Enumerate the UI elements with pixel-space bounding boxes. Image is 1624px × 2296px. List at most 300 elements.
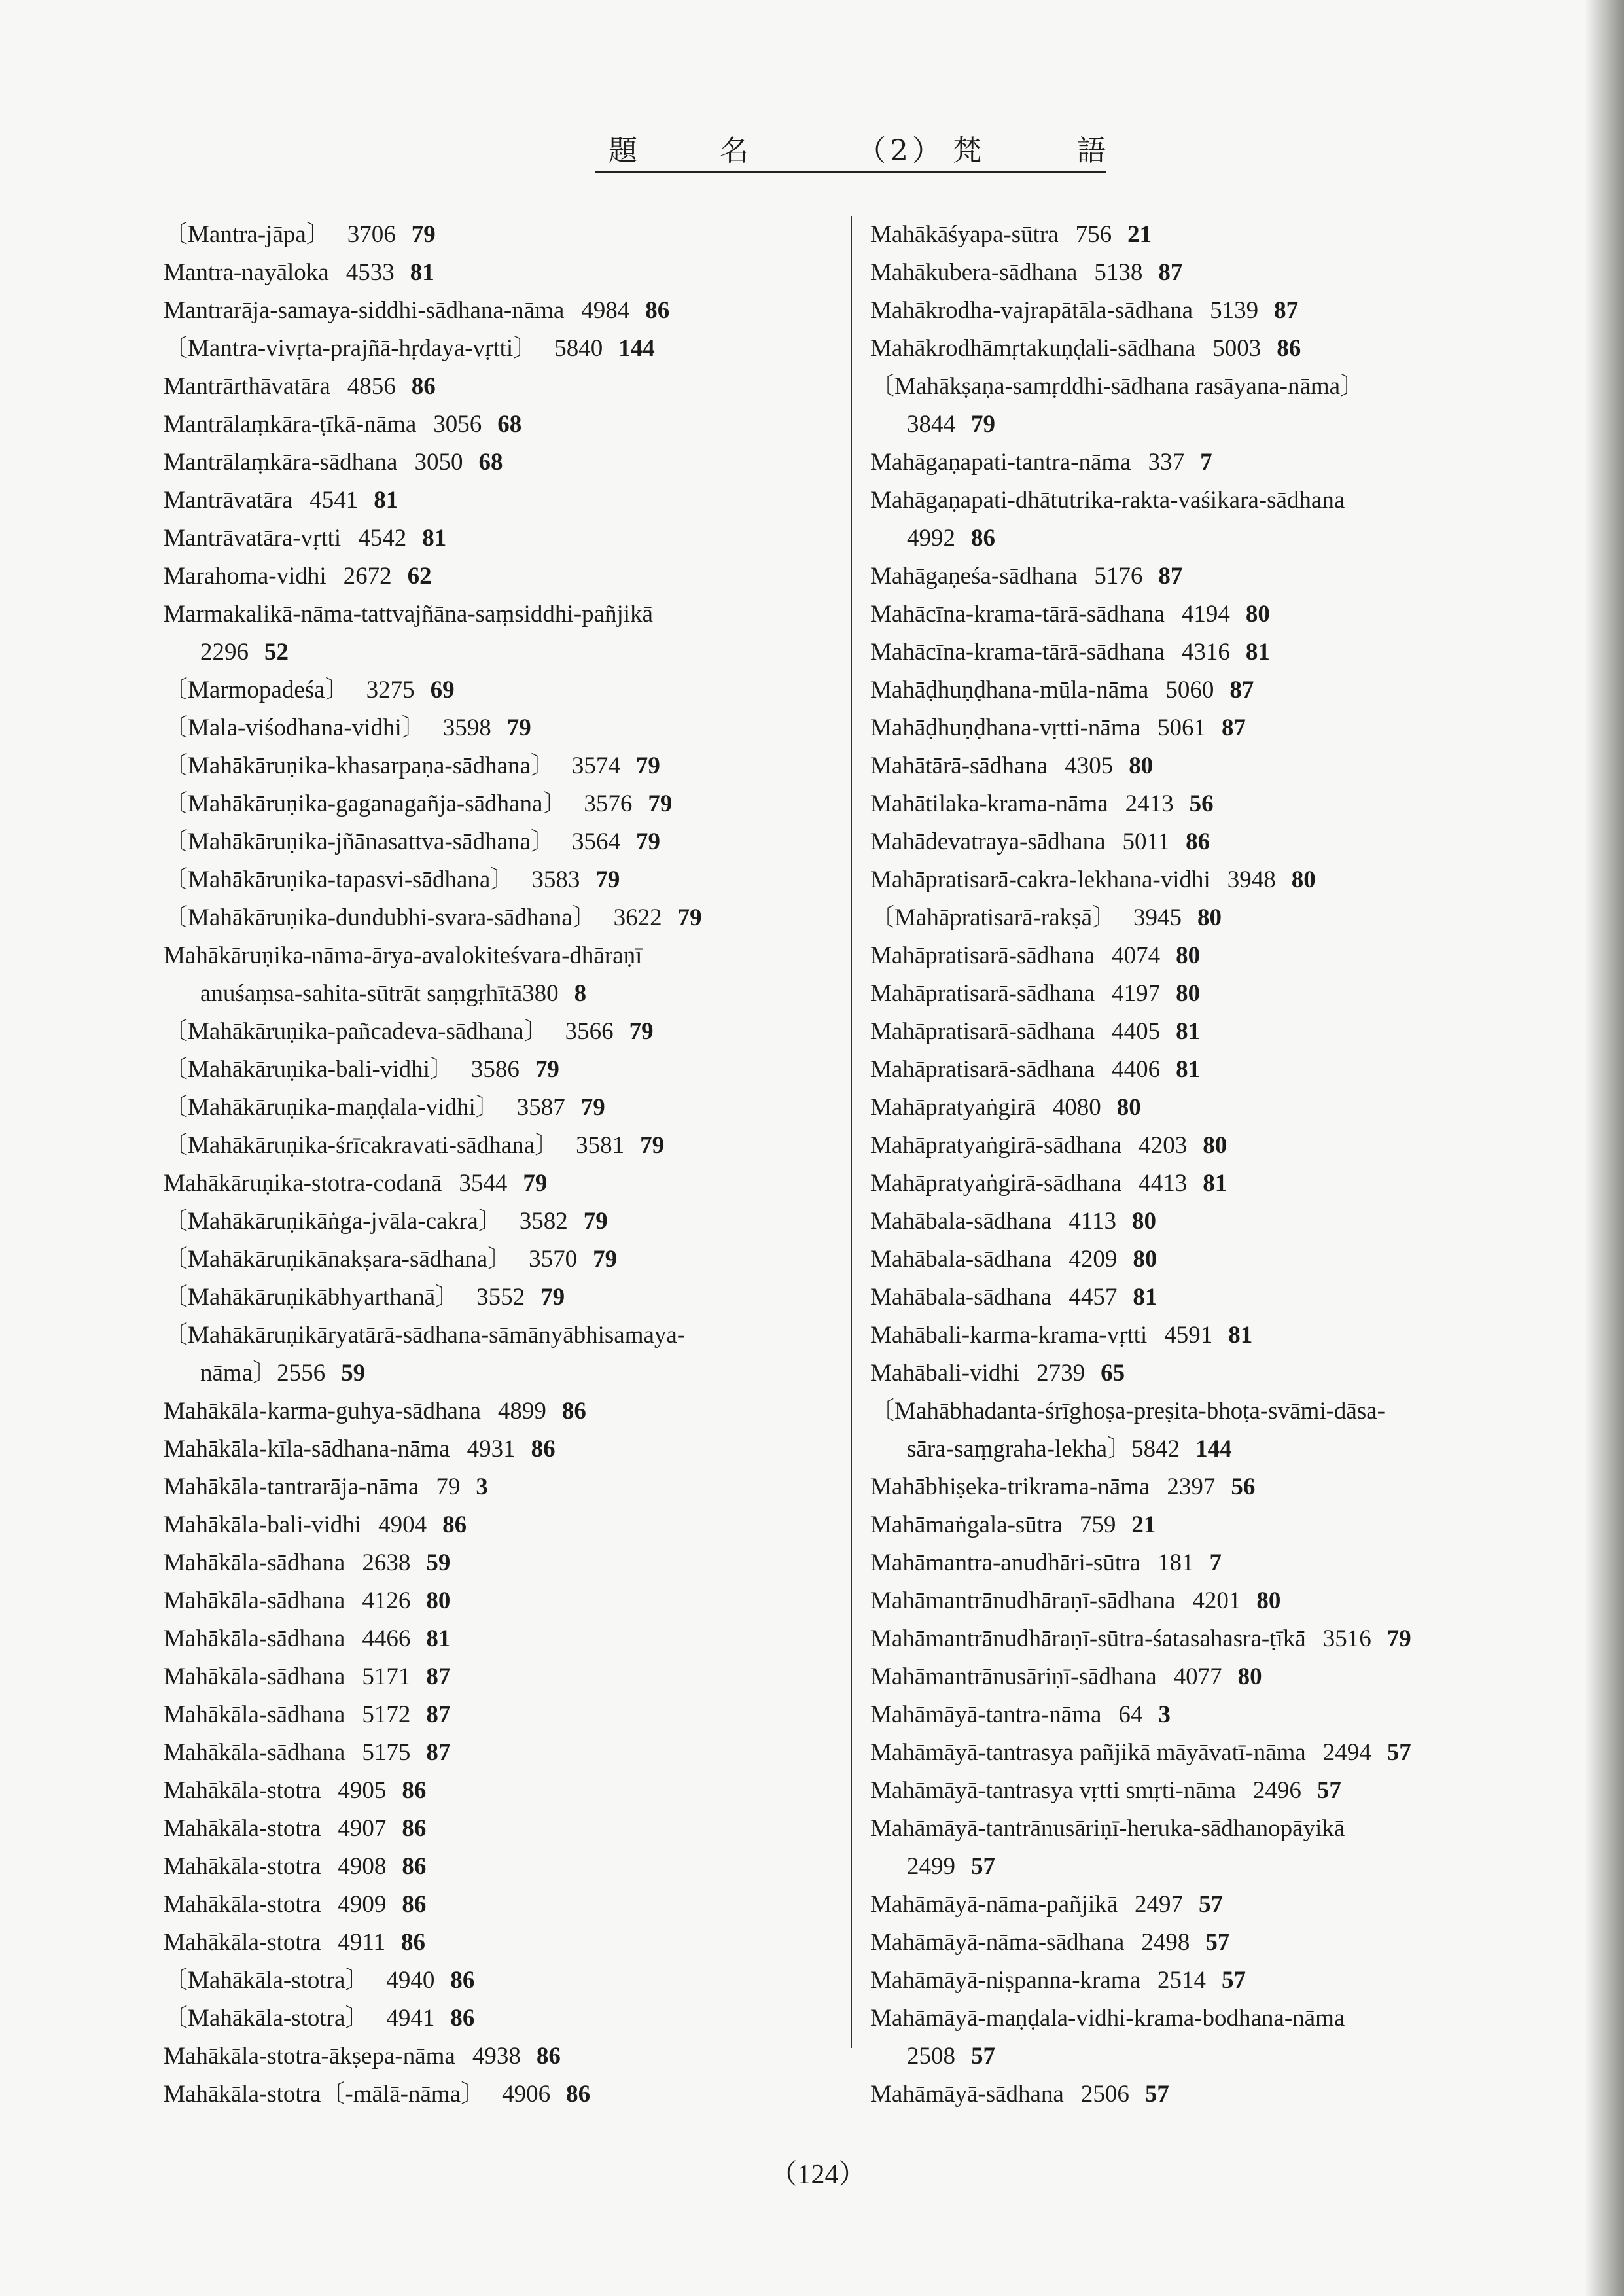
scan-edge-shadow	[1585, 0, 1624, 2296]
entry-catalogue-number: 2556	[277, 1360, 326, 1386]
index-entry	[164, 482, 838, 520]
entry-title: Marahoma-vidhi	[164, 563, 327, 590]
entry-title: 〔Mantra-vivṛta-prajñā-hṛdaya-vṛtti〕	[164, 335, 538, 362]
index-entry	[870, 1089, 1544, 1127]
entry-title: Mahāmaṅgala-sūtra	[870, 1511, 1063, 1538]
index-entry	[164, 1279, 838, 1316]
entry-title: Mahātārā-sādhana	[870, 752, 1048, 779]
entry-catalogue-number: 2508	[907, 2043, 955, 2070]
entry-title: Mahāmāyā-maṇḍala-vidhi-krama-bodhana-nāma	[870, 2005, 1345, 2032]
index-entry	[164, 1620, 838, 1658]
index-entry	[164, 330, 838, 368]
entry-title: Mahākāla-bali-vidhi	[164, 1511, 362, 1538]
entry-catalogue-number: 3056	[433, 411, 482, 438]
entry-catalogue-number: 3598	[442, 715, 491, 741]
entry-volume-number: 62	[407, 563, 432, 590]
entry-title: Mahābhiṣeka-trikrama-nāma	[870, 1474, 1150, 1500]
entry-title: Mahākāla-stotra-ākṣepa-nāma	[164, 2043, 455, 2070]
entry-catalogue-number: 4591	[1164, 1322, 1213, 1349]
entry-title: Mahākāla-stotra	[164, 1815, 321, 1842]
entry-title: 〔Mahākāruṇikāṅga-jvāla-cakra〕	[164, 1208, 503, 1235]
entry-title: Mahābala-sādhana	[870, 1246, 1052, 1273]
entry-catalogue-number: 4908	[338, 1853, 387, 1880]
entry-volume-number: 79	[648, 790, 673, 817]
entry-catalogue-number: 3516	[1322, 1625, 1371, 1652]
entry-title: 〔Mahākāruṇikābhyarthanā〕	[164, 1284, 460, 1311]
entry-catalogue-number: 2296	[200, 639, 249, 665]
entry-title: Mahākrodhāmṛtakuṇḍali-sādhana	[870, 335, 1196, 362]
entry-title: Mahākāla-sādhana	[164, 1625, 345, 1652]
index-entry	[164, 861, 838, 899]
entry-catalogue-number: 5011	[1122, 828, 1171, 855]
entry-volume-number: 79	[535, 1056, 559, 1083]
entry-catalogue-number: 337	[1148, 449, 1185, 476]
entry-title: Mahāmāyā-tantrānusāriṇī-heruka-sādhanopāyikā	[870, 1815, 1345, 1842]
index-entry-continuation	[164, 633, 838, 671]
entry-volume-number: 81	[422, 525, 447, 552]
entry-volume-number: 81	[374, 487, 398, 514]
entry-title: Mahāmāyā-tantra-nāma	[870, 1701, 1102, 1728]
index-entry	[870, 1468, 1544, 1506]
entry-volume-number: 79	[583, 1208, 608, 1235]
index-entry	[164, 1696, 838, 1734]
entry-volume-number: 79	[580, 1094, 605, 1121]
index-entry	[870, 1544, 1544, 1582]
index-entry	[870, 292, 1544, 330]
entry-volume-number: 80	[1116, 1094, 1141, 1121]
index-entry	[870, 254, 1544, 292]
entry-title: Mahākāla-stotra	[164, 1853, 321, 1880]
entry-volume-number: 80	[1291, 866, 1316, 893]
entry-catalogue-number: 4077	[1173, 1663, 1222, 1690]
entry-volume-number: 86	[402, 1777, 427, 1804]
entry-volume-number: 59	[426, 1549, 451, 1576]
index-entry	[164, 595, 838, 633]
entry-title: Mahākāla-stotra	[164, 1777, 321, 1804]
index-entry	[164, 823, 838, 861]
entry-title: Mahāmāyā-sādhana	[870, 2081, 1064, 2108]
index-entry	[870, 444, 1544, 482]
entry-volume-number: 79	[523, 1170, 548, 1197]
entry-catalogue-number: 4316	[1181, 639, 1230, 665]
index-entry	[164, 1468, 838, 1506]
entry-catalogue-number: 4113	[1068, 1208, 1116, 1235]
entry-title: Mahākāla-stotra	[164, 1929, 321, 1956]
entry-volume-number: 57	[1221, 1967, 1246, 1994]
index-entry	[164, 254, 838, 292]
index-entry	[870, 330, 1544, 368]
entry-catalogue-number: 2498	[1141, 1929, 1190, 1956]
entry-volume-number: 144	[618, 335, 655, 362]
entry-volume-number: 79	[540, 1284, 565, 1311]
index-entry	[870, 1354, 1544, 1392]
entry-catalogue-number: 4413	[1139, 1170, 1188, 1197]
entry-title: Mahāgaṇeśa-sādhana	[870, 563, 1078, 590]
entry-volume-number: 21	[1131, 1511, 1156, 1538]
entry-volume-number: 79	[411, 221, 436, 248]
index-entry	[870, 482, 1544, 520]
entry-title: Mahāpratisarā-sādhana	[870, 1018, 1095, 1045]
entry-volume-number: 81	[410, 259, 434, 286]
entry-catalogue-number: 4201	[1192, 1587, 1241, 1614]
index-entry-continuation	[164, 1354, 838, 1392]
entry-volume-number: 8	[574, 980, 587, 1007]
entry-title: Mahāgaṇapati-tantra-nāma	[870, 449, 1131, 476]
index-entry	[870, 1127, 1544, 1165]
entry-catalogue-number: 2638	[362, 1549, 411, 1576]
entry-volume-number: 80	[1176, 942, 1201, 969]
index-entry	[870, 1392, 1544, 1430]
entry-volume-number: 57	[1144, 2081, 1169, 2108]
entry-volume-number: 52	[264, 639, 289, 665]
index-entry	[164, 671, 838, 709]
entry-title: sāra-saṃgraha-lekha〕	[907, 1436, 1132, 1462]
entry-volume-number: 80	[1237, 1663, 1262, 1690]
entry-title: Mantrārthāvatāra	[164, 373, 330, 400]
index-entry	[870, 1051, 1544, 1089]
entry-catalogue-number: 2739	[1036, 1360, 1086, 1386]
entry-title: 〔Mahākāla-stotra〕	[164, 2005, 370, 2032]
entry-catalogue-number: 4305	[1065, 752, 1114, 779]
index-entry	[164, 709, 838, 747]
index-entry	[870, 937, 1544, 975]
entry-title: 〔Mahākāruṇika-maṇḍala-vidhi〕	[164, 1094, 500, 1121]
entry-catalogue-number: 4911	[338, 1929, 386, 1956]
entry-volume-number: 79	[635, 828, 660, 855]
entry-catalogue-number: 4209	[1068, 1246, 1118, 1273]
index-entry-continuation	[870, 1430, 1544, 1468]
entry-title: Mahākubera-sādhana	[870, 259, 1078, 286]
entry-title: Mahāmantrānudhāraṇī-sādhana	[870, 1587, 1176, 1614]
entry-volume-number: 80	[1256, 1587, 1281, 1614]
index-entry	[870, 1013, 1544, 1051]
entry-volume-number: 57	[971, 1853, 995, 1880]
entry-title: Mantrāvatāra	[164, 487, 293, 514]
entry-title: Mahāpratyaṅgirā-sādhana	[870, 1132, 1122, 1159]
entry-volume-number: 87	[426, 1663, 451, 1690]
entry-title: Mahāpratyaṅgirā	[870, 1094, 1036, 1121]
index-entry	[164, 1886, 838, 1924]
index-entry	[870, 633, 1544, 671]
entry-catalogue-number: 5175	[362, 1739, 411, 1766]
entry-catalogue-number: 3576	[584, 790, 633, 817]
index-entry	[870, 975, 1544, 1013]
index-entry	[164, 1734, 838, 1772]
entry-title: Mahāpratyaṅgirā-sādhana	[870, 1170, 1122, 1197]
index-entry	[870, 2075, 1544, 2113]
entry-volume-number: 80	[1176, 980, 1201, 1007]
index-entry-continuation	[164, 975, 838, 1013]
entry-volume-number: 81	[1133, 1284, 1157, 1311]
index-entry	[164, 406, 838, 444]
page-header	[595, 128, 1110, 168]
entry-volume-number: 65	[1101, 1360, 1125, 1386]
index-entry	[870, 1620, 1544, 1658]
entry-volume-number: 81	[1228, 1322, 1253, 1349]
entry-volume-number: 81	[1176, 1056, 1201, 1083]
entry-catalogue-number: 4194	[1181, 601, 1230, 627]
index-entry	[870, 1506, 1544, 1544]
entry-volume-number: 86	[402, 1853, 427, 1880]
entry-title: anuśaṃsa-sahita-sūtrāt saṃgṛhītā	[200, 980, 523, 1007]
index-entry	[164, 368, 838, 406]
entry-title: Mahāmantrānudhāraṇī-sūtra-śatasahasra-ṭīkā	[870, 1625, 1306, 1652]
index-entry-continuation	[870, 2038, 1544, 2075]
entry-catalogue-number: 2496	[1252, 1777, 1301, 1804]
entry-catalogue-number: 4466	[362, 1625, 411, 1652]
index-entry	[164, 1658, 838, 1696]
entry-title: Mantrāvatāra-vṛtti	[164, 525, 342, 552]
index-entry	[870, 1582, 1544, 1620]
left-index-column	[164, 216, 838, 2113]
entry-volume-number: 86	[402, 1891, 427, 1918]
entry-volume-number: 80	[1197, 904, 1222, 931]
entry-title: Mahātilaka-krama-nāma	[870, 790, 1108, 817]
entry-volume-number: 87	[426, 1739, 451, 1766]
entry-title: Mahākāla-stotra〔-mālā-nāma〕	[164, 2081, 485, 2108]
entry-volume-number: 87	[1229, 677, 1254, 703]
index-entry	[164, 444, 838, 482]
entry-volume-number: 57	[1199, 1891, 1224, 1918]
entry-volume-number: 86	[566, 2081, 591, 2108]
entry-volume-number: 86	[531, 1436, 556, 1462]
entry-volume-number: 79	[506, 715, 531, 741]
entry-title: 〔Mahākāruṇika-śrīcakravati-sādhana〕	[164, 1132, 559, 1159]
entry-catalogue-number: 4074	[1112, 942, 1161, 969]
entry-catalogue-number: 3586	[470, 1056, 520, 1083]
entry-title: Mahākāśyapa-sūtra	[870, 221, 1059, 248]
entry-volume-number: 56	[1231, 1474, 1256, 1500]
entry-catalogue-number: 3552	[476, 1284, 525, 1311]
index-entry	[870, 1810, 1544, 1848]
entry-volume-number: 21	[1127, 221, 1152, 248]
entry-catalogue-number: 4984	[581, 297, 630, 324]
page-number: （124）	[769, 2160, 866, 2190]
entry-catalogue-number: 5003	[1212, 335, 1262, 362]
index-entry	[870, 595, 1544, 633]
entry-catalogue-number: 2672	[343, 563, 392, 590]
index-entry	[164, 2038, 838, 2075]
entry-catalogue-number: 4941	[386, 2005, 435, 2032]
entry-volume-number: 79	[635, 752, 660, 779]
entry-title: 〔Marmopadeśa〕	[164, 677, 349, 703]
entry-catalogue-number: 2506	[1080, 2081, 1129, 2108]
entry-title: Mahāmantra-anudhāri-sūtra	[870, 1549, 1140, 1576]
entry-title: Mahāpratisarā-sādhana	[870, 1056, 1095, 1083]
index-entry	[870, 1241, 1544, 1279]
entry-title: Mahākāla-stotra	[164, 1891, 321, 1918]
entry-catalogue-number: 3275	[366, 677, 415, 703]
index-entry	[870, 1279, 1544, 1316]
entry-catalogue-number: 2413	[1125, 790, 1174, 817]
entry-catalogue-number: 2494	[1322, 1739, 1371, 1766]
entry-volume-number: 87	[1158, 563, 1183, 590]
index-entry	[164, 2000, 838, 2038]
entry-catalogue-number: 4907	[338, 1815, 387, 1842]
entry-volume-number: 57	[971, 2043, 995, 2070]
index-entry	[870, 1886, 1544, 1924]
entry-title: Mahākāruṇika-nāma-ārya-avalokiteśvara-dhāraṇī	[164, 942, 643, 969]
index-entry	[164, 937, 838, 975]
index-entry	[164, 292, 838, 330]
entry-catalogue-number: 3564	[571, 828, 620, 855]
entry-catalogue-number: 4992	[907, 525, 955, 552]
entry-catalogue-number: 3948	[1227, 866, 1276, 893]
index-entry	[870, 747, 1544, 785]
entry-title: Mahākāla-sādhana	[164, 1663, 345, 1690]
entry-title: Marmakalikā-nāma-tattvajñāna-saṃsiddhi-pañjikā	[164, 601, 653, 627]
entry-catalogue-number: 4457	[1068, 1284, 1118, 1311]
entry-catalogue-number: 4197	[1112, 980, 1161, 1007]
entry-catalogue-number: 181	[1157, 1549, 1194, 1576]
entry-catalogue-number: 4406	[1112, 1056, 1161, 1083]
entry-catalogue-number: 3581	[576, 1132, 625, 1159]
entry-catalogue-number: 2397	[1167, 1474, 1216, 1500]
index-entry	[164, 1392, 838, 1430]
index-entry	[870, 1924, 1544, 1962]
entry-title: 〔Mahākāruṇikānakṣara-sādhana〕	[164, 1246, 512, 1273]
entry-volume-number: 79	[595, 866, 620, 893]
entry-title: 〔Mahākāruṇika-gaganagañja-sādhana〕	[164, 790, 567, 817]
entry-catalogue-number: 5139	[1210, 297, 1259, 324]
entry-volume-number: 81	[426, 1625, 451, 1652]
entry-catalogue-number: 2497	[1135, 1891, 1184, 1918]
entry-title: Mahāpratisarā-cakra-lekhana-vidhi	[870, 866, 1210, 893]
entry-title: Mahāpratisarā-sādhana	[870, 980, 1095, 1007]
entry-volume-number: 86	[442, 1511, 467, 1538]
entry-title: Mahākāla-tantrarāja-nāma	[164, 1474, 419, 1500]
entry-title: Mahāmantrānusāriṇī-sādhana	[870, 1663, 1157, 1690]
entry-title: Mahākāruṇika-stotra-codanā	[164, 1170, 442, 1197]
index-entry	[164, 216, 838, 254]
entry-title: Mahākāla-karma-guhya-sādhana	[164, 1398, 481, 1424]
index-entry	[870, 1962, 1544, 2000]
entry-volume-number: 7	[1209, 1549, 1222, 1576]
entry-volume-number: 57	[1386, 1739, 1411, 1766]
entry-title: nāma〕	[200, 1360, 277, 1386]
entry-catalogue-number: 3544	[459, 1170, 508, 1197]
entry-catalogue-number: 3566	[565, 1018, 614, 1045]
entry-volume-number: 86	[401, 1929, 426, 1956]
entry-catalogue-number: 4904	[378, 1511, 427, 1538]
index-entry-continuation	[870, 520, 1544, 557]
entry-title: 〔Mahābhadanta-śrīghoṣa-preṣita-bhoṭa-svāmi-dāsa-	[870, 1398, 1385, 1424]
index-entry	[870, 1696, 1544, 1734]
entry-catalogue-number: 4940	[386, 1967, 435, 1994]
entry-volume-number: 86	[1277, 335, 1301, 362]
entry-volume-number: 79	[677, 904, 702, 931]
entry-catalogue-number: 3050	[414, 449, 463, 476]
entry-catalogue-number: 5138	[1094, 259, 1143, 286]
entry-title: Mantrarāja-samaya-siddhi-sādhana-nāma	[164, 297, 565, 324]
entry-title: Mahāmāyā-tantrasya vṛtti smṛti-nāma	[870, 1777, 1236, 1804]
entry-title: 〔Mahākṣaṇa-samṛddhi-sādhana rasāyana-nāma〕	[870, 373, 1365, 400]
entry-title: 〔Mahākāruṇika-pañcadeva-sādhana〕	[164, 1018, 548, 1045]
entry-catalogue-number: 4931	[467, 1436, 516, 1462]
entry-title: Mahācīna-krama-tārā-sādhana	[870, 639, 1165, 665]
entry-title: 〔Mantra-jāpa〕	[164, 221, 330, 248]
entry-title: 〔Mahākāruṇika-tapasvi-sādhana〕	[164, 866, 515, 893]
index-entry	[164, 1203, 838, 1241]
index-entry	[870, 557, 1544, 595]
entry-title: Mahākāla-sādhana	[164, 1701, 345, 1728]
entry-title: 〔Mala-viśodhana-vidhi〕	[164, 715, 426, 741]
entry-catalogue-number: 4080	[1052, 1094, 1101, 1121]
entry-catalogue-number: 5171	[362, 1663, 411, 1690]
entry-title: Mahādevatraya-sādhana	[870, 828, 1106, 855]
index-entry	[164, 520, 838, 557]
index-entry	[164, 1924, 838, 1962]
entry-volume-number: 87	[1274, 297, 1299, 324]
index-entry	[164, 747, 838, 785]
index-entry	[164, 2075, 838, 2113]
index-entry	[870, 216, 1544, 254]
entry-catalogue-number: 5172	[362, 1701, 411, 1728]
entry-volume-number: 81	[1203, 1170, 1227, 1197]
index-entry	[870, 1316, 1544, 1354]
index-entry	[870, 1658, 1544, 1696]
entry-title: Mahābala-sādhana	[870, 1208, 1052, 1235]
entry-catalogue-number: 4856	[347, 373, 396, 400]
index-entry	[164, 1430, 838, 1468]
index-entry	[164, 1165, 838, 1203]
entry-title: Mantra-nayāloka	[164, 259, 329, 286]
entry-volume-number: 86	[971, 525, 995, 552]
entry-title: 〔Mahākāla-stotra〕	[164, 1967, 370, 1994]
entry-catalogue-number: 4126	[362, 1587, 411, 1614]
header-section-number: （2）	[857, 134, 945, 168]
entry-catalogue-number: 79	[436, 1474, 461, 1500]
entry-catalogue-number: 4203	[1139, 1132, 1188, 1159]
index-entry	[164, 1848, 838, 1886]
entry-catalogue-number: 5060	[1165, 677, 1214, 703]
entry-catalogue-number: 4899	[497, 1398, 546, 1424]
index-entry	[870, 709, 1544, 747]
entry-volume-number: 86	[450, 1967, 475, 1994]
entry-catalogue-number: 4905	[338, 1777, 387, 1804]
entry-catalogue-number: 5842	[1131, 1436, 1180, 1462]
entry-title: Mahāḍhuṇḍhana-vṛtti-nāma	[870, 715, 1141, 741]
index-entry	[870, 1772, 1544, 1810]
index-entry	[164, 1241, 838, 1279]
entry-volume-number: 86	[411, 373, 436, 400]
entry-volume-number: 57	[1316, 1777, 1341, 1804]
entry-title: Mahāmāyā-nāma-pañjikā	[870, 1891, 1118, 1918]
entry-title: 〔Mahākāruṇika-khasarpaṇa-sādhana〕	[164, 752, 555, 779]
entry-catalogue-number: 2514	[1157, 1967, 1206, 1994]
entry-volume-number: 86	[450, 2005, 475, 2032]
entry-catalogue-number: 5061	[1157, 715, 1207, 741]
header-section-char-2: 語	[1077, 134, 1110, 168]
column-divider	[851, 216, 852, 2048]
header-underline	[595, 171, 1106, 173]
header-section-char-1: 梵	[953, 134, 985, 168]
entry-catalogue-number: 5176	[1094, 563, 1143, 590]
index-entry	[870, 785, 1544, 823]
index-entry	[164, 1013, 838, 1051]
index-entry	[164, 1810, 838, 1848]
entry-volume-number: 144	[1195, 1436, 1232, 1462]
index-entry	[164, 1772, 838, 1810]
index-entry	[870, 1203, 1544, 1241]
index-entry	[164, 1127, 838, 1165]
entry-title: Mahābali-vidhi	[870, 1360, 1020, 1386]
entry-catalogue-number: 2499	[907, 1853, 955, 1880]
entry-title: 〔Mahākāruṇikāryatārā-sādhana-sāmānyābhisamaya-	[164, 1322, 686, 1349]
index-entry	[164, 785, 838, 823]
entry-title: Mahākāla-sādhana	[164, 1739, 345, 1766]
index-entry	[870, 861, 1544, 899]
